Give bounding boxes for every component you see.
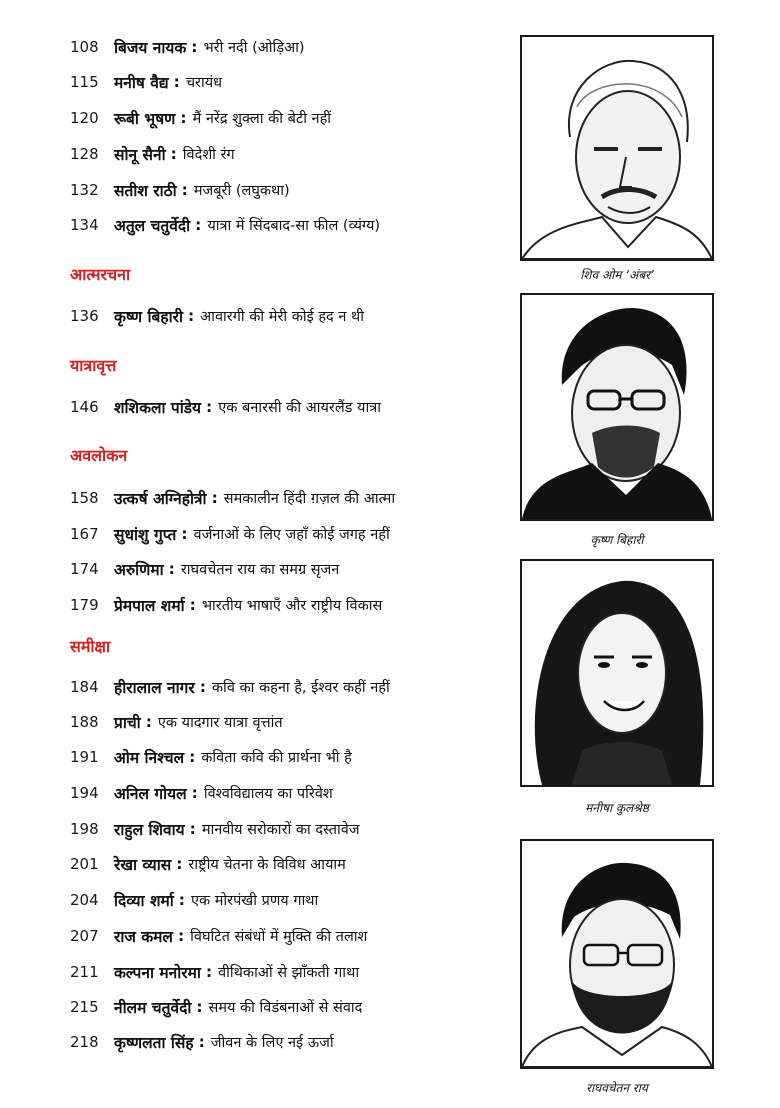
author-name: प्रेमपाल शर्मा — [114, 597, 185, 615]
separator: : — [176, 855, 183, 873]
toc-entry[interactable] — [70, 1025, 334, 1059]
author-name: राहुल शिवाय — [114, 821, 185, 839]
work-title: आवारगी की मेरी कोई हद न थी — [200, 309, 365, 325]
author-name: सतीश राठी — [114, 182, 177, 200]
page-number: 158 — [70, 489, 99, 507]
separator: : — [205, 963, 213, 981]
toc-entry[interactable] — [70, 919, 367, 953]
portrait-sketch-icon — [522, 295, 712, 519]
toc-entry[interactable] — [70, 776, 333, 810]
toc-entry[interactable] — [70, 955, 359, 989]
author-name: अनिल गोयल — [114, 785, 187, 803]
toc-entry[interactable] — [70, 740, 352, 774]
author-name: प्राची — [114, 714, 141, 732]
work-title: विघटित संबंधों में मुक्ति की तलाश — [190, 929, 368, 945]
toc-entry[interactable] — [70, 65, 222, 99]
separator: : — [177, 927, 185, 945]
separator: : — [191, 38, 198, 56]
toc-entry[interactable] — [70, 101, 331, 135]
separator: : — [211, 489, 218, 507]
portrait-image — [520, 839, 714, 1069]
toc-entry[interactable] — [70, 299, 364, 333]
portrait-sketch-icon — [522, 841, 712, 1067]
separator: : — [198, 1033, 205, 1051]
toc-entry[interactable] — [70, 705, 283, 739]
separator: : — [195, 216, 202, 234]
work-title: एक यादगार यात्रा वृत्तांत — [157, 715, 283, 731]
work-title: कविता कवि की प्रार्थना भी है — [201, 750, 352, 766]
separator: : — [196, 998, 203, 1016]
page-number: 207 — [70, 927, 99, 945]
author-name: उत्कर्ष अग्निहोत्री — [114, 490, 207, 508]
toc-entry[interactable] — [70, 883, 318, 917]
work-title: समय की विडंबनाओं से संवाद — [208, 1000, 363, 1016]
page-number: 179 — [70, 596, 99, 614]
section-heading: समीक्षा — [70, 637, 111, 656]
page-number: 146 — [70, 398, 99, 416]
toc-entry[interactable] — [70, 208, 380, 242]
author-name: रूबी भूषण — [114, 110, 176, 128]
work-title: विश्वविद्यालय का परिवेश — [203, 786, 333, 802]
toc-entry[interactable] — [70, 30, 305, 64]
page-number: 128 — [70, 145, 99, 163]
separator: : — [199, 678, 206, 696]
separator: : — [180, 109, 187, 127]
page-number: 194 — [70, 784, 99, 802]
separator: : — [206, 398, 213, 416]
page-number: 132 — [70, 181, 99, 199]
work-title: जीवन के लिए नई ऊर्जा — [210, 1035, 334, 1051]
separator: : — [168, 560, 175, 578]
work-title: समकालीन हिंदी ग़ज़ल की आत्मा — [223, 491, 396, 507]
toc-entry[interactable] — [70, 137, 235, 171]
portrait-caption: शिव ओम ‘अंबर’ — [580, 268, 654, 282]
work-title: वीथिकाओं से झाँकती गाथा — [218, 965, 360, 981]
page-number: 198 — [70, 820, 99, 838]
author-name: शशिकला पांडेय — [114, 399, 202, 417]
section-heading: यात्रावृत्त — [70, 356, 117, 375]
page-number: 174 — [70, 560, 99, 578]
author-name: ओम निश्चल — [114, 749, 185, 767]
separator: : — [189, 820, 196, 838]
work-title: मैं नरेंद्र शुक्ला की बेटी नहीं — [192, 111, 332, 127]
toc-entry[interactable] — [70, 588, 382, 622]
portrait-sketch-icon — [522, 561, 712, 785]
portrait-image — [520, 559, 714, 787]
section-heading: अवलोकन — [70, 446, 128, 465]
author-name: कल्पना मनोरमा — [114, 964, 201, 982]
page-number: 204 — [70, 891, 99, 909]
page-number: 215 — [70, 998, 99, 1016]
toc-entry[interactable] — [70, 670, 390, 704]
page-number: 191 — [70, 748, 99, 766]
separator: : — [173, 73, 180, 91]
toc-entry[interactable] — [70, 517, 390, 551]
toc-entry[interactable] — [70, 990, 362, 1024]
page-number: 120 — [70, 109, 99, 127]
author-name: अतुल चतुर्वेदी — [114, 217, 191, 235]
work-title: मानवीय सरोकारों का दस्तावेज — [201, 822, 360, 838]
page-number: 167 — [70, 525, 99, 543]
work-title: चरायंध — [185, 75, 223, 91]
toc-entry[interactable] — [70, 481, 395, 515]
separator: : — [187, 307, 195, 325]
page-number: 211 — [70, 963, 99, 981]
portrait-image — [520, 293, 714, 521]
work-title: एक बनारसी की आयरलैंड यात्रा — [218, 400, 381, 416]
section-heading: आत्मरचना — [70, 265, 131, 284]
work-title: एक मोरपंखी प्रणय गाथा — [190, 893, 319, 909]
page-number: 201 — [70, 855, 99, 873]
author-name: दिव्या शर्मा — [114, 892, 174, 910]
portrait-caption: राघवचेतन राय — [586, 1081, 648, 1095]
toc-entry[interactable] — [70, 812, 360, 846]
work-title: राष्ट्रीय चेतना के विविध आयाम — [188, 857, 346, 873]
page-number: 134 — [70, 216, 99, 234]
author-name: सुधांशु गुप्त — [114, 526, 177, 544]
separator: : — [181, 525, 188, 543]
portrait-caption: कृष्ण बिहारी — [590, 533, 644, 547]
portrait-image — [520, 35, 714, 261]
page-number: 115 — [70, 73, 99, 91]
separator: : — [178, 891, 185, 909]
portrait-sketch-icon — [522, 37, 712, 259]
separator: : — [189, 596, 196, 614]
author-name: हीरालाल नागर — [114, 679, 195, 697]
work-title: मजबूरी (लघुकथा) — [193, 183, 290, 199]
author-name: कृष्णलता सिंह — [114, 1034, 194, 1052]
work-title: कवि का कहना है, ईश्वर कहीं नहीं — [211, 680, 390, 696]
work-title: भरी नदी (ओड़िआ) — [203, 40, 305, 56]
work-title: राघवचेतन राय का समग्र सृजन — [180, 562, 340, 578]
author-name: राज कमल — [114, 928, 173, 946]
work-title: भारतीय भाषाएँ और राष्ट्रीय विकास — [201, 598, 383, 614]
separator: : — [181, 181, 188, 199]
author-name: कृष्ण बिहारी — [114, 308, 183, 326]
author-name: सोनू सैनी — [114, 146, 166, 164]
work-title: विदेशी रंग — [182, 147, 235, 163]
author-name: बिजय नायक — [114, 39, 187, 57]
toc-entry[interactable] — [70, 552, 339, 586]
page-number: 108 — [70, 38, 99, 56]
author-name: नीलम चतुर्वेदी — [114, 999, 192, 1017]
separator: : — [145, 713, 152, 731]
page-number: 136 — [70, 307, 99, 325]
page-number: 188 — [70, 713, 99, 731]
separator: : — [170, 145, 177, 163]
toc-entry[interactable] — [70, 390, 381, 424]
toc-entry[interactable] — [70, 847, 346, 881]
portrait-caption: मनीषा कुलश्रेष्ठ — [585, 801, 649, 815]
separator: : — [189, 748, 196, 766]
work-title: वर्जनाओं के लिए जहाँ कोई जगह नहीं — [193, 527, 390, 543]
work-title: यात्रा में सिंदबाद-सा फील (व्यंग्य) — [207, 218, 381, 234]
author-name: अरुणिमा — [114, 561, 164, 579]
author-name: रेखा व्यास — [114, 856, 172, 874]
page-number: 218 — [70, 1033, 99, 1051]
author-name: मनीष वैद्य — [114, 74, 169, 92]
separator: : — [191, 784, 198, 802]
toc-entry[interactable] — [70, 173, 290, 207]
page-number: 184 — [70, 678, 99, 696]
